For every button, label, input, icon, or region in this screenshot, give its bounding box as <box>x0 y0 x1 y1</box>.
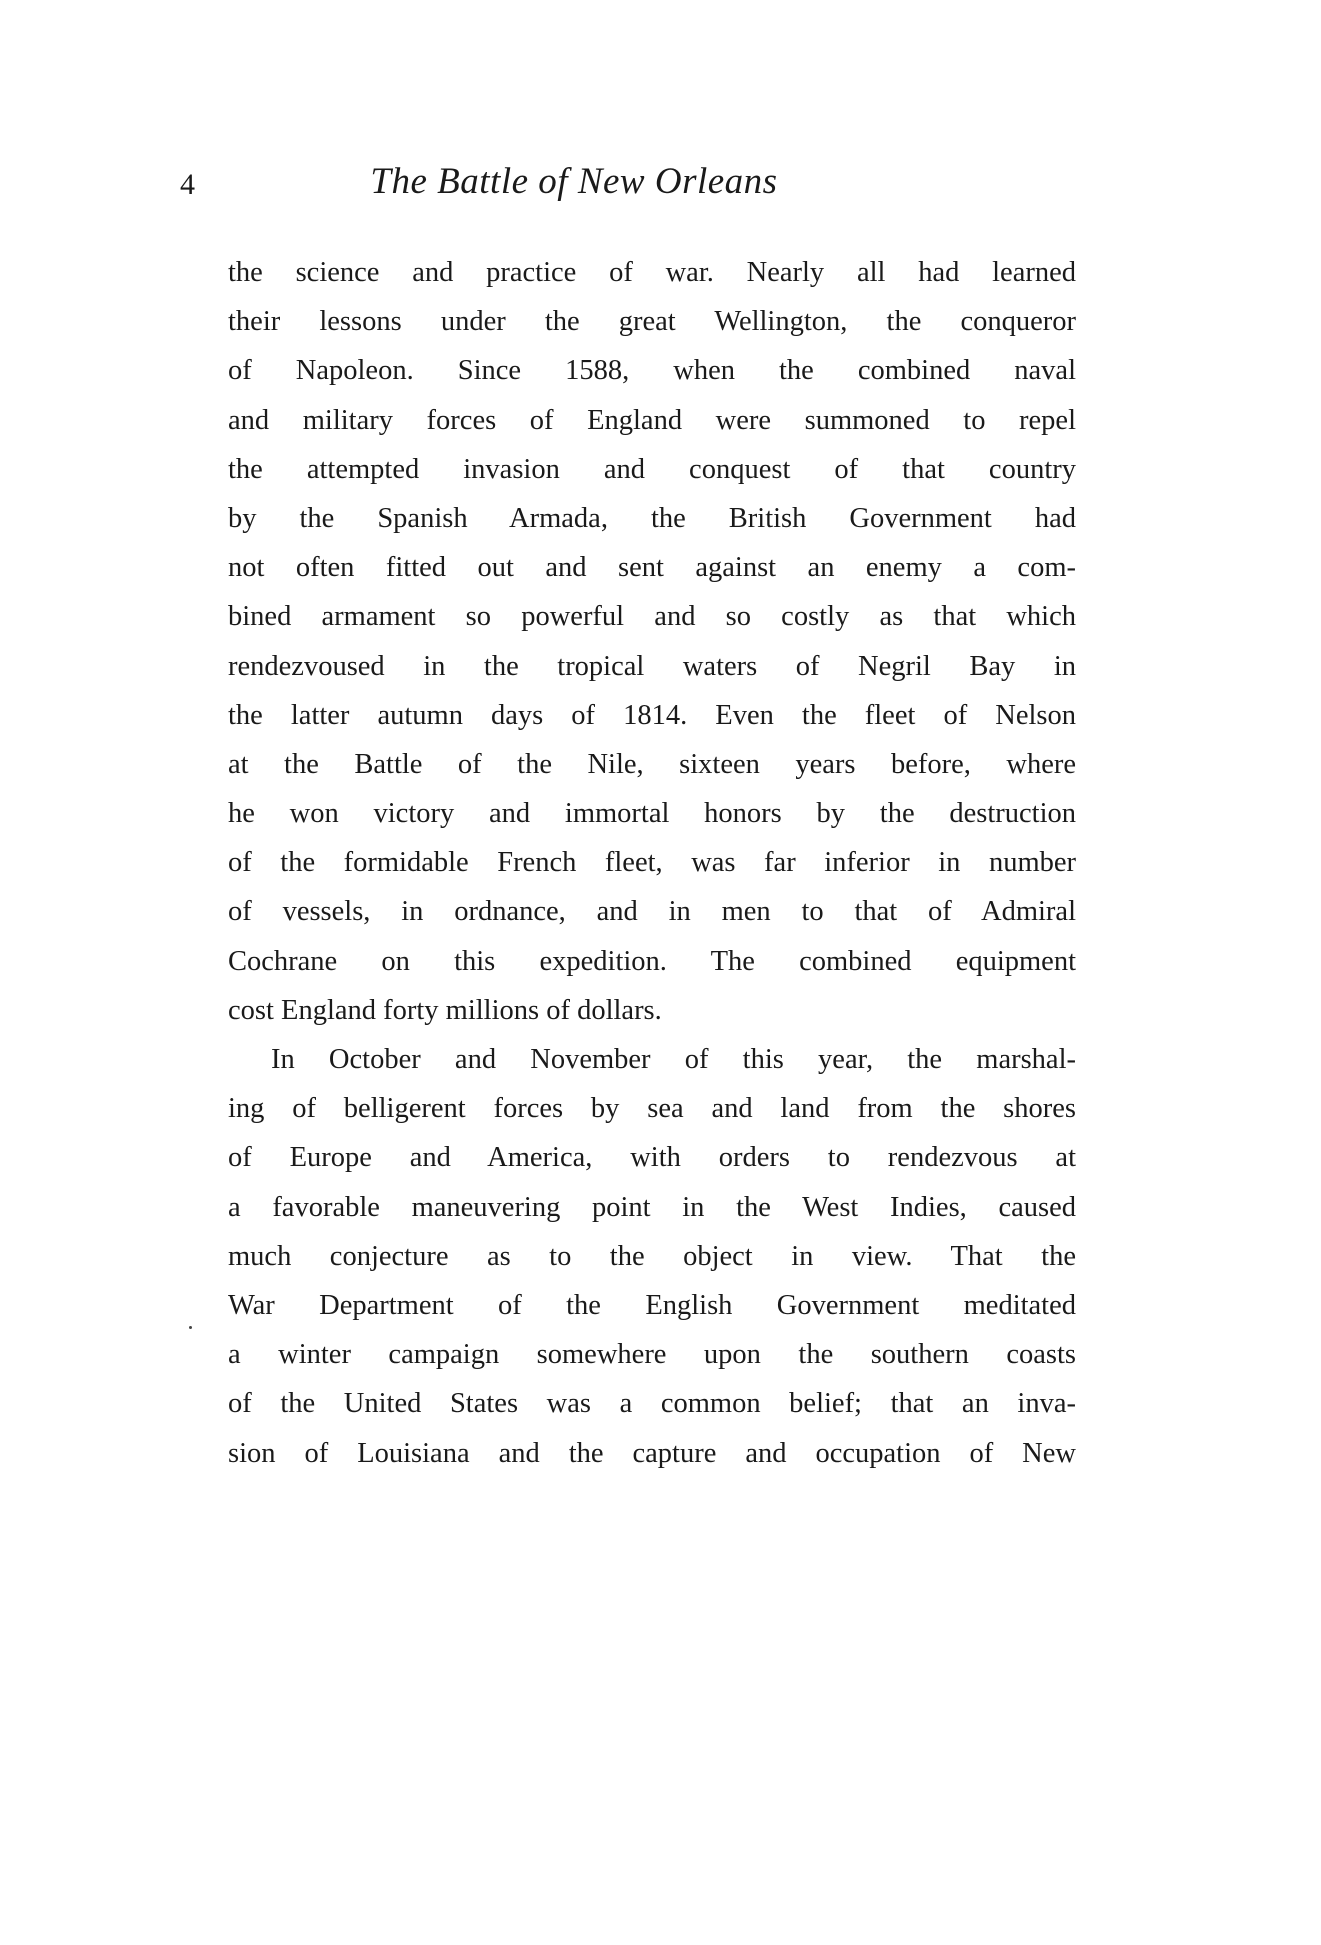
text-line: bined armament so powerful and so costly as that which <box>228 601 1076 633</box>
print-speck <box>189 1326 192 1329</box>
text-line: a favorable maneuvering point in the West Indies, caused <box>228 1191 1076 1223</box>
text-line: their lessons under the great Wellington, the conqueror <box>228 306 1076 338</box>
text-line: much conjecture as to the object in view. That the <box>228 1240 1076 1272</box>
text-line: of Napoleon. Since 1588, when the combined naval <box>228 355 1076 387</box>
text-line: War Department of the English Government meditated <box>228 1289 1076 1321</box>
text-line: of the formidable French fleet, was far inferior in number <box>228 847 1076 879</box>
text-line: the science and practice of war. Nearly all had learned <box>228 257 1076 288</box>
body-text <box>228 248 1076 1478</box>
text-line: sion of Louisiana and the capture and occupation of New <box>228 1437 1076 1469</box>
paragraph <box>228 248 1076 1035</box>
text-line: of Europe and America, with orders to rendezvous at <box>228 1142 1076 1174</box>
text-line: a winter campaign somewhere upon the southern coasts <box>228 1339 1076 1371</box>
text-line: rendezvoused in the tropical waters of Negril Bay in <box>228 650 1076 682</box>
text-line: he won victory and immortal honors by the destruction <box>228 798 1076 830</box>
text-line: not often fitted out and sent against an enemy a com- <box>228 552 1076 584</box>
page-number: 4 <box>180 168 195 201</box>
text-line: ing of belligerent forces by sea and land from the shores <box>228 1093 1076 1125</box>
text-line: the latter autumn days of 1814. Even the fleet of Nelson <box>228 699 1076 731</box>
paragraph <box>228 1035 1076 1478</box>
text-line: by the Spanish Armada, the British Government had <box>228 502 1076 534</box>
running-title: The Battle of New Orleans <box>370 161 778 202</box>
text-line: Cochrane on this expedition. The combined equipment <box>228 945 1076 977</box>
text-line: at the Battle of the Nile, sixteen years before, where <box>228 748 1076 780</box>
text-line: the attempted invasion and conquest of that country <box>228 453 1076 485</box>
text-line: of the United States was a common belief; that an inva- <box>228 1388 1076 1420</box>
text-line: of vessels, in ordnance, and in men to that of Admiral <box>228 896 1076 928</box>
text-line: and military forces of England were summoned to repel <box>228 404 1076 436</box>
text-line: In October and November of this year, the marshal- <box>271 1044 1076 1075</box>
text-line: cost England forty millions of dollars. <box>228 994 662 1026</box>
